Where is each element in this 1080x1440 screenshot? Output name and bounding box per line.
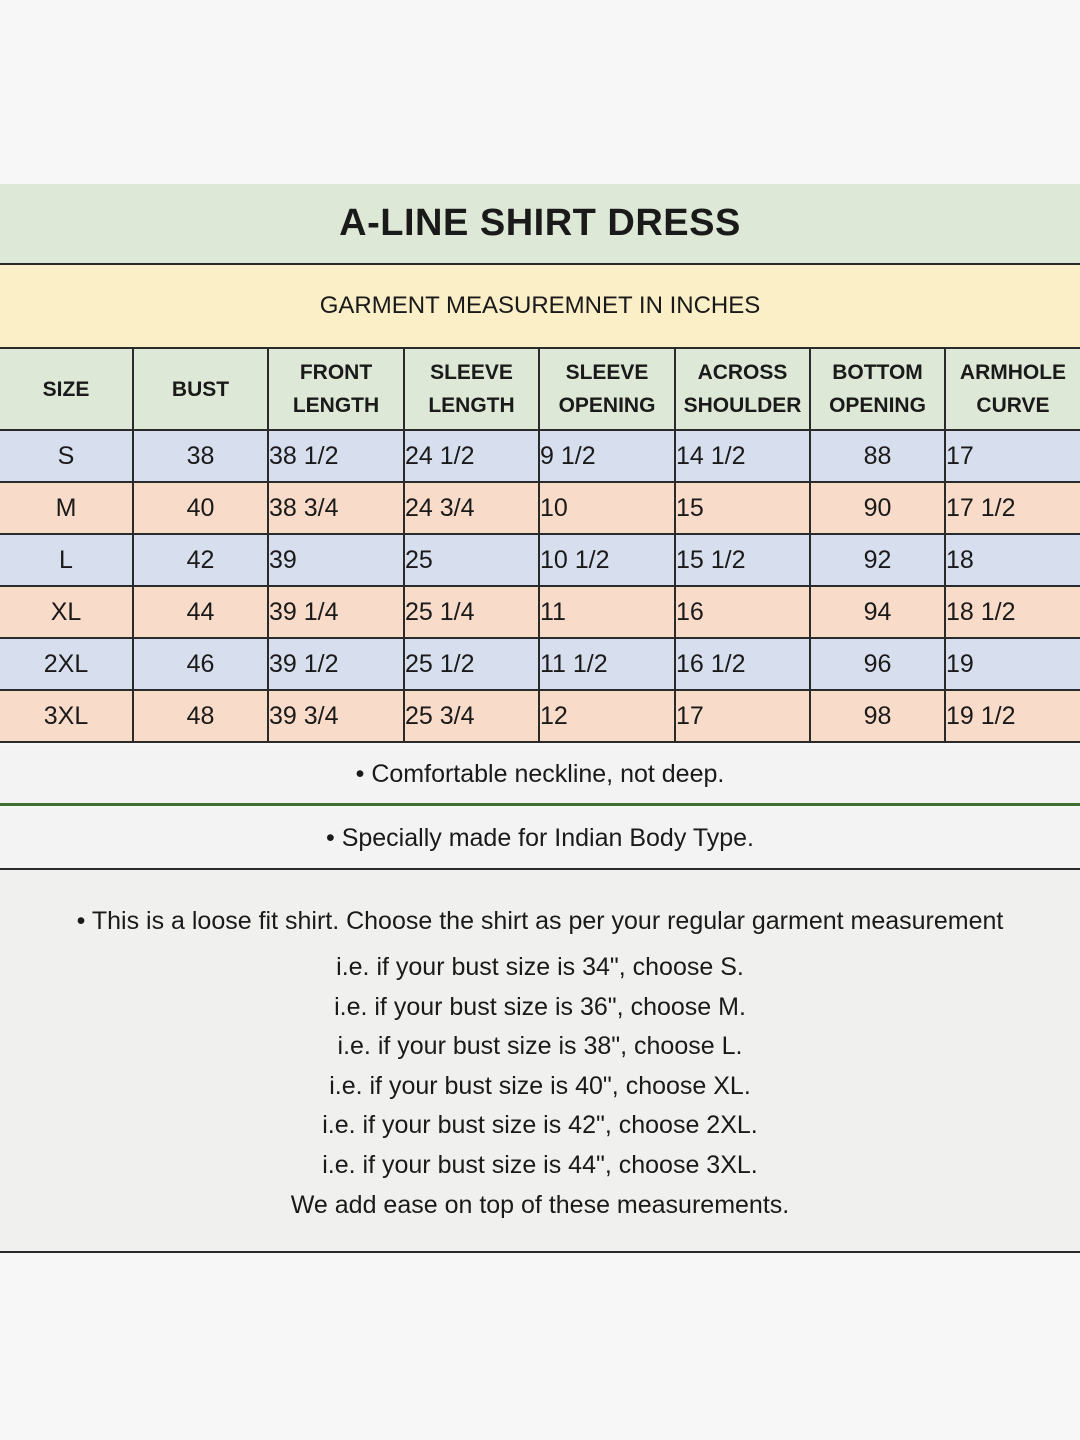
cell-across-shoulder: 15: [675, 482, 810, 534]
cell-bust: 38: [133, 430, 268, 482]
guide-lead: • This is a loose fit shirt. Choose the shirt as per your regular garment measurement: [76, 907, 1004, 935]
cell-across-shoulder: 17: [675, 690, 810, 742]
guide-line: We add ease on top of these measurements.: [290, 1190, 790, 1219]
header-front-length: FRONT LENGTH: [268, 349, 404, 430]
header-armhole-curve: ARMHOLE CURVE: [945, 349, 1080, 430]
cell-armhole-curve: 18: [945, 534, 1080, 586]
cell-armhole-curve: 17 1/2: [945, 482, 1080, 534]
table-row: [0, 638, 1080, 690]
header-across-shoulder: ACROSS SHOULDER: [675, 349, 810, 430]
table-row: [0, 482, 1080, 534]
cell-across-shoulder: 15 1/2: [675, 534, 810, 586]
header-sleeve-opening: SLEEVE OPENING: [539, 349, 675, 430]
table-row: [0, 586, 1080, 638]
cell-across-shoulder: 16 1/2: [675, 638, 810, 690]
cell-size: XL: [0, 586, 133, 638]
cell-bottom-opening: 98: [810, 690, 945, 742]
header-sleeve-length: SLEEVE LENGTH: [404, 349, 539, 430]
cell-bust: 44: [133, 586, 268, 638]
guide-line: i.e. if your bust size is 36", choose M.: [334, 992, 746, 1021]
cell-front-length: 39 1/4: [268, 586, 404, 638]
cell-armhole-curve: 19 1/2: [945, 690, 1080, 742]
cell-sleeve-opening: 12: [539, 690, 675, 742]
table-row: [0, 430, 1080, 482]
guide-line: i.e. if your bust size is 40", choose XL.: [329, 1071, 751, 1100]
table-row: [0, 690, 1080, 742]
cell-sleeve-length: 25: [404, 534, 539, 586]
cell-size: 2XL: [0, 638, 133, 690]
cell-sleeve-opening: 10: [539, 482, 675, 534]
size-chart-table: [0, 349, 1080, 743]
cell-bottom-opening: 92: [810, 534, 945, 586]
cell-front-length: 39: [268, 534, 404, 586]
chart-subtitle: GARMENT MEASUREMNET IN INCHES: [0, 265, 1080, 349]
cell-front-length: 39 3/4: [268, 690, 404, 742]
cell-bust: 48: [133, 690, 268, 742]
chart-title: A-LINE SHIRT DRESS: [0, 184, 1080, 265]
cell-across-shoulder: 14 1/2: [675, 430, 810, 482]
cell-armhole-curve: 17: [945, 430, 1080, 482]
cell-sleeve-length: 25 1/2: [404, 638, 539, 690]
cell-front-length: 38 1/2: [268, 430, 404, 482]
cell-sleeve-length: 24 1/2: [404, 430, 539, 482]
guide-line: i.e. if your bust size is 38", choose L.: [337, 1032, 743, 1061]
cell-armhole-curve: 19: [945, 638, 1080, 690]
cell-sleeve-opening: 11 1/2: [539, 638, 675, 690]
guide-line: i.e. if your bust size is 42", choose 2XL.: [322, 1111, 758, 1140]
cell-sleeve-length: 25 3/4: [404, 690, 539, 742]
cell-sleeve-length: 25 1/4: [404, 586, 539, 638]
cell-bottom-opening: 90: [810, 482, 945, 534]
table-header-row: [0, 349, 1080, 430]
cell-across-shoulder: 16: [675, 586, 810, 638]
cell-sleeve-length: 24 3/4: [404, 482, 539, 534]
cell-bottom-opening: 96: [810, 638, 945, 690]
table-row: [0, 534, 1080, 586]
cell-bust: 40: [133, 482, 268, 534]
note-neckline: • Comfortable neckline, not deep.: [0, 745, 1080, 806]
cell-sleeve-opening: 9 1/2: [539, 430, 675, 482]
guide-line: i.e. if your bust size is 44", choose 3XL.: [322, 1150, 758, 1179]
cell-front-length: 38 3/4: [268, 482, 404, 534]
size-guide: [0, 870, 1080, 1253]
cell-bottom-opening: 88: [810, 430, 945, 482]
cell-front-length: 39 1/2: [268, 638, 404, 690]
header-bust: BUST: [133, 349, 268, 430]
cell-size: 3XL: [0, 690, 133, 742]
cell-size: S: [0, 430, 133, 482]
cell-sleeve-opening: 10 1/2: [539, 534, 675, 586]
header-size: SIZE: [0, 349, 133, 430]
header-bottom-opening: BOTTOM OPENING: [810, 349, 945, 430]
cell-armhole-curve: 18 1/2: [945, 586, 1080, 638]
cell-bottom-opening: 94: [810, 586, 945, 638]
cell-bust: 42: [133, 534, 268, 586]
cell-size: L: [0, 534, 133, 586]
note-body-type: • Specially made for Indian Body Type.: [0, 808, 1080, 870]
cell-size: M: [0, 482, 133, 534]
cell-bust: 46: [133, 638, 268, 690]
guide-line: i.e. if your bust size is 34", choose S.: [336, 953, 744, 981]
cell-sleeve-opening: 11: [539, 586, 675, 638]
